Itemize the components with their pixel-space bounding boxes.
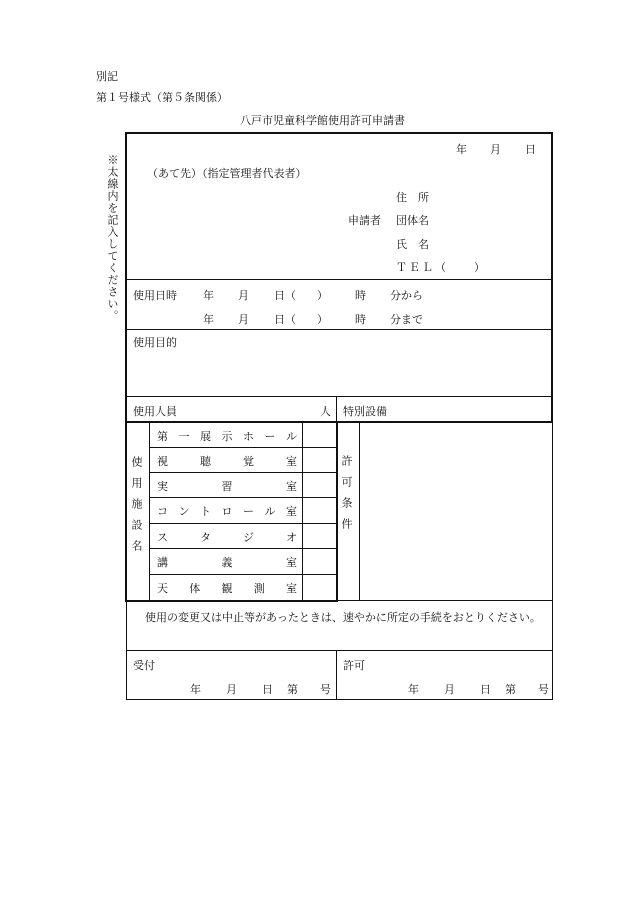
facility-check-cell[interactable]	[303, 498, 336, 523]
page-title: 八戸市児童科学館使用許可申請書	[240, 114, 405, 127]
permit-label: 許可	[343, 659, 365, 672]
facility-item: 実 習 室	[157, 480, 297, 493]
people-unit: 人	[320, 405, 331, 418]
usage-time-label: 使用日時	[133, 289, 177, 302]
addressee-label: （あて先）（指定管理者代表者）	[147, 167, 307, 180]
note-label: 別記	[96, 70, 118, 83]
people-label: 使用人員	[133, 405, 177, 418]
address-label: 住 所	[396, 191, 429, 204]
purpose-label: 使用目的	[133, 336, 177, 349]
applicant-label: 申請者	[348, 214, 381, 227]
facility-item: ス タ ジ オ	[157, 531, 297, 544]
tel-label: ＴＥＬ（ ）	[396, 261, 487, 274]
date-day: 日	[525, 143, 536, 156]
receipt-label: 受付	[133, 659, 155, 672]
date-year: 年	[456, 143, 467, 156]
special-equipment-label: 特別設備	[343, 405, 387, 418]
facility-check-cell[interactable]	[303, 575, 336, 600]
permit-conditions-label: 許可条件	[340, 455, 353, 539]
facility-label: 使用施設名	[130, 456, 143, 561]
facility-check-cell[interactable]	[303, 473, 336, 497]
notice-text: 使用の変更又は中止等があったときは、速やかに所定の手続をおとりください。	[145, 611, 541, 624]
name-label: 氏 名	[396, 238, 429, 251]
facility-check-cell[interactable]	[303, 524, 336, 548]
facility-item: コ ン ト ロ ー ル 室	[157, 505, 297, 518]
facility-check-cell[interactable]	[303, 549, 336, 574]
side-note: ※太線内を記入してください。	[106, 154, 119, 322]
facility-check-cell[interactable]	[303, 448, 336, 472]
date-month: 月	[490, 143, 501, 156]
facility-item: 講 義 室	[157, 556, 297, 569]
group-label: 団体名	[396, 214, 429, 227]
facility-item: 視 聴 覚 室	[157, 455, 297, 468]
facility-item: 天 体 観 測 室	[157, 582, 297, 595]
facility-check-cell[interactable]	[303, 422, 336, 447]
facility-item: 第 一 展 示 ホ ー ル	[157, 430, 297, 443]
form-number: 第１号様式（第５条関係）	[96, 91, 228, 104]
